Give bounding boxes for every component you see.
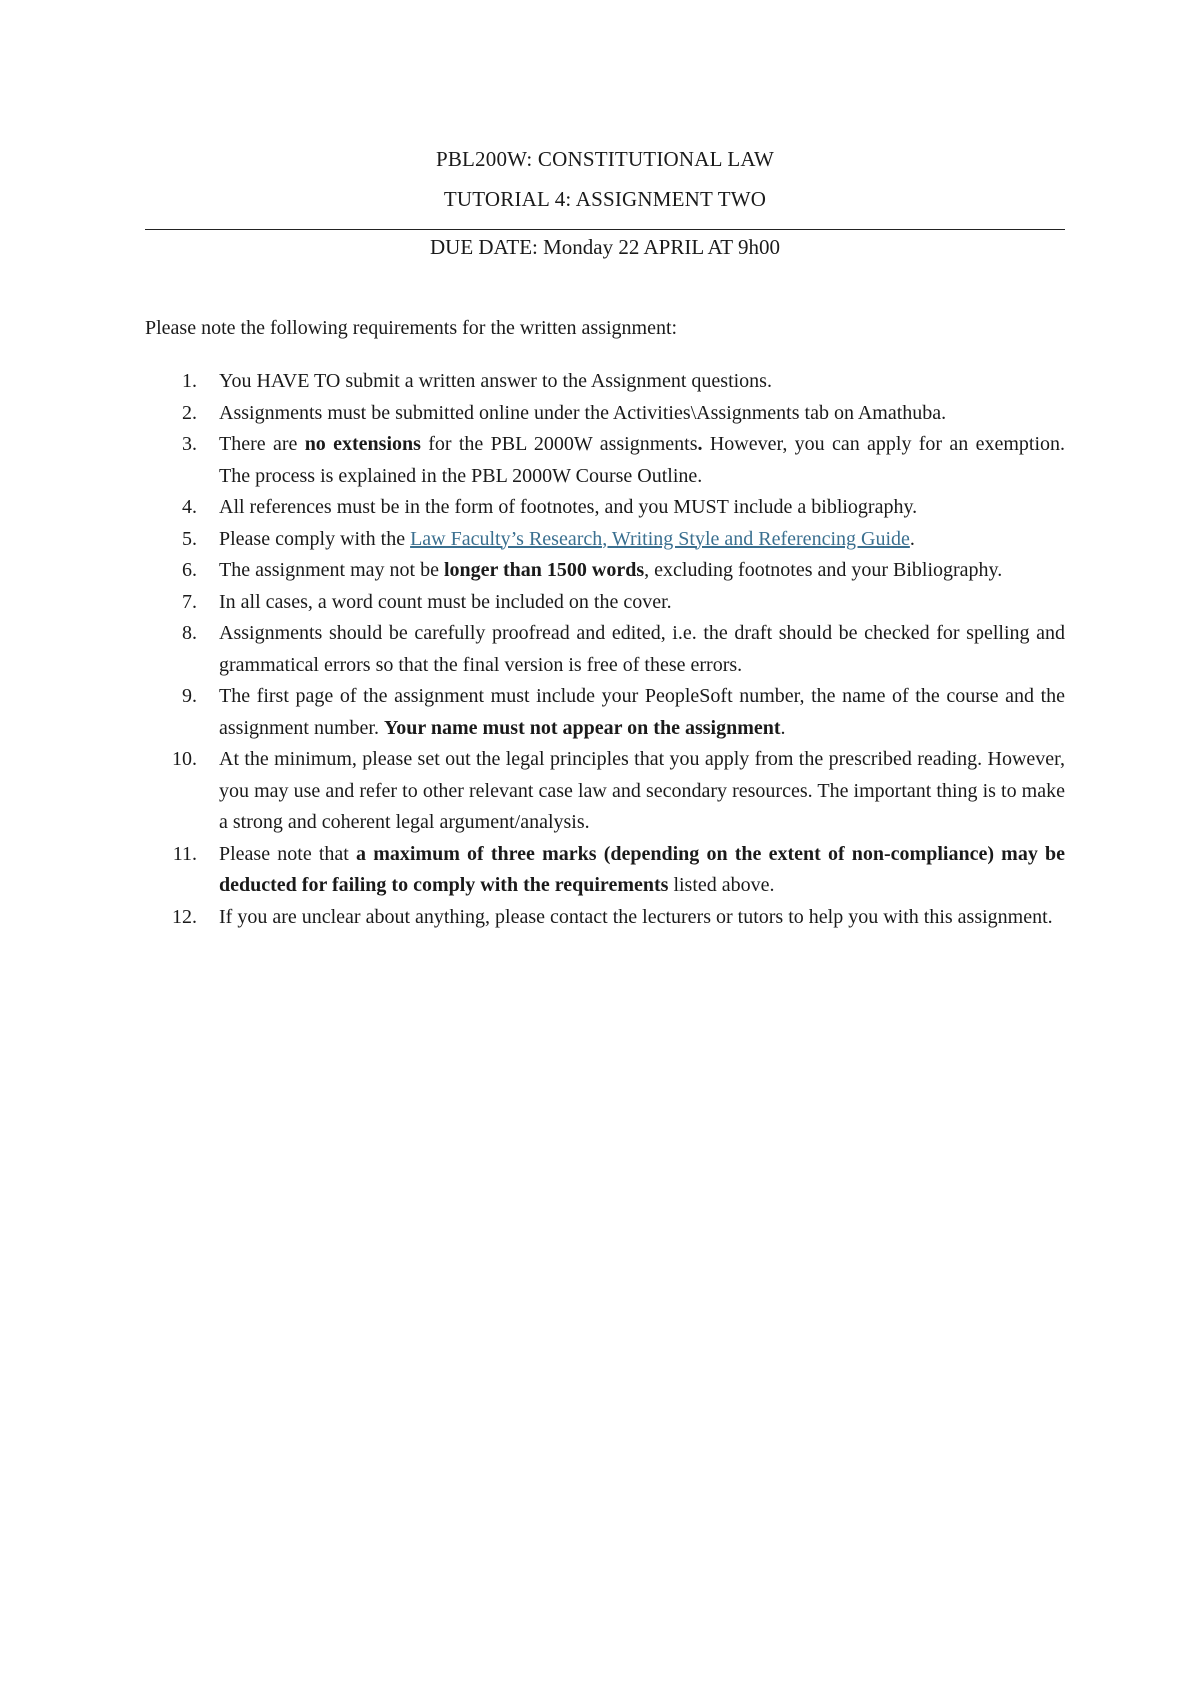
- body-text: Assignments should be carefully proofread and edited, i.e. the draft should be checked for spelling and grammatical errors so that the final version is free of these errors.: [219, 622, 1065, 676]
- list-item-text: [219, 555, 1065, 587]
- body-text: The assignment may not be: [219, 559, 444, 581]
- body-text: There are: [219, 433, 305, 455]
- list-item-text: [219, 744, 1065, 839]
- list-item-text: [219, 681, 1065, 744]
- referencing-guide-link[interactable]: Law Faculty’s Research, Writing Style and Referencing Guide: [410, 527, 910, 550]
- body-text: At the minimum, please set out the legal principles that you apply from the prescribed reading. However, you may use and refer to other relevant case law and secondary resources. The important thing is to make a strong and coherent legal argument/analysis.: [219, 748, 1065, 833]
- list-item: [145, 744, 1065, 839]
- list-item-number: 12.: [172, 905, 197, 928]
- list-item: [145, 587, 1065, 619]
- emphasis-text: no extensions: [304, 433, 421, 455]
- list-item-number: 5.: [182, 527, 197, 550]
- body-text: .: [780, 716, 786, 739]
- list-item-number: 4.: [182, 496, 197, 518]
- assignment-title: TUTORIAL 4: ASSIGNMENT TWO: [443, 187, 767, 211]
- list-item-text: [219, 429, 1065, 492]
- body-text: listed above.: [668, 874, 775, 896]
- body-text: The first page of the assignment must include your PeopleSoft number, the name of the course and the assignment number.: [219, 685, 1065, 739]
- body-text: All references must be in the form of footnotes, and you MUST include a bibliography.: [219, 496, 918, 518]
- list-item-number: 6.: [182, 559, 197, 581]
- list-item-text: [219, 366, 1065, 398]
- list-item-text: [219, 492, 1065, 524]
- emphasis-text: Your name must not appear on the assignment: [383, 716, 781, 739]
- list-item: [145, 618, 1065, 681]
- list-item-number: 1.: [182, 370, 197, 392]
- list-item: [145, 555, 1065, 587]
- list-item-text: [219, 587, 1065, 619]
- body-text: If you are unclear about anything, please contact the lecturers or tutors to help you with this assignment.: [219, 905, 1053, 928]
- list-item: [145, 524, 1065, 556]
- list-item-number: 2.: [182, 401, 197, 424]
- body-text: Please comply with the: [219, 527, 411, 550]
- list-item-number: 3.: [182, 433, 197, 455]
- body-text: In all cases, a word count must be included on the cover.: [219, 590, 672, 613]
- requirements-list: [145, 366, 1065, 933]
- body-text: However, you can apply for an exemption. The process is explained in the PBL 2000W Course Outline.: [219, 433, 1066, 487]
- due-date: DUE DATE: Monday 22 APRIL AT 9h00: [429, 235, 780, 259]
- list-item: [145, 681, 1065, 744]
- list-item: [145, 839, 1065, 902]
- list-item: [145, 492, 1065, 524]
- header-divider: [145, 229, 1065, 230]
- body-text: , excluding footnotes and your Bibliography.: [644, 559, 1003, 581]
- list-item-number: 11.: [172, 842, 197, 865]
- list-item: [145, 398, 1065, 430]
- list-item-text: [219, 839, 1065, 902]
- list-item-number: 9.: [182, 685, 197, 707]
- body-text: .: [909, 527, 915, 550]
- emphasis-text: .: [697, 433, 703, 455]
- list-item-number: 10.: [172, 748, 197, 770]
- emphasis-text: a maximum of three marks (depending on the extent of non-compliance) may be deducted for failing to comply with the requirements: [219, 842, 1065, 896]
- list-item-number: 8.: [182, 622, 197, 644]
- intro-text: Please note the following requirements for the written assignment:: [145, 317, 678, 339]
- course-title: PBL200W: CONSTITUTIONAL LAW: [435, 147, 775, 171]
- list-item: [145, 366, 1065, 398]
- list-item-text: [219, 524, 1065, 556]
- list-item-text: [219, 398, 1065, 430]
- list-item: [145, 902, 1065, 934]
- list-item-text: [219, 902, 1065, 934]
- body-text: Please note that: [219, 842, 357, 865]
- body-text: Assignments must be submitted online under the Activities\Assignments tab on Amathuba.: [219, 401, 947, 424]
- body-text: for the PBL 2000W assignments: [420, 433, 698, 455]
- list-item: [145, 429, 1065, 492]
- list-item-text: [219, 618, 1065, 681]
- list-item-number: 7.: [182, 590, 197, 613]
- body-text: You HAVE TO submit a written answer to the Assignment questions.: [219, 370, 772, 392]
- emphasis-text: longer than 1500 words: [443, 559, 645, 581]
